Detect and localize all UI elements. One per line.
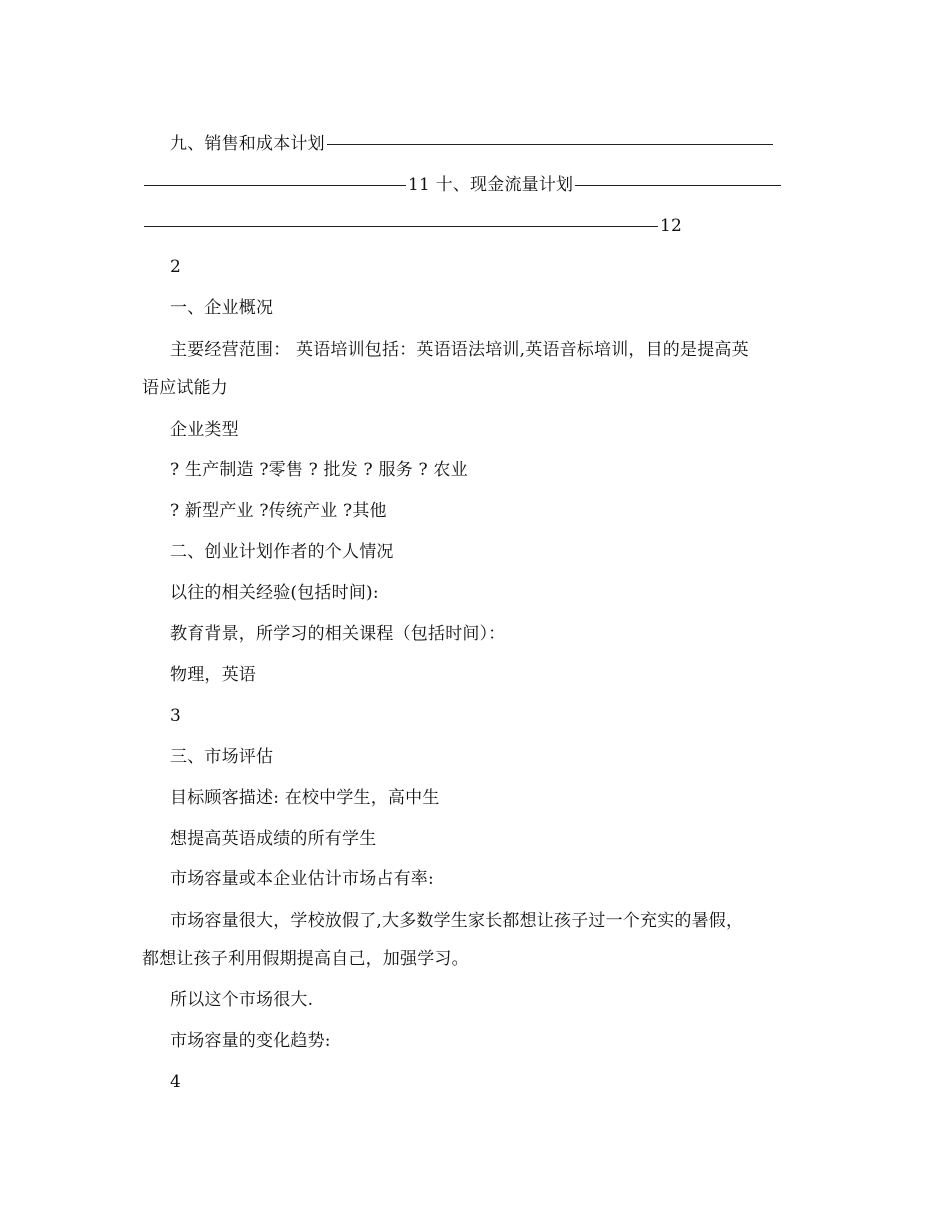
field-label: 市场容量的变化趋势: [170, 1031, 331, 1051]
toc-leader-dashes [327, 144, 773, 145]
field-label: 教育背景，所学习的相关课程（包括时间）： [170, 624, 506, 644]
toc-leader-dashes [575, 185, 781, 186]
paragraph-line: 想提高英语成绩的所有学生 [170, 829, 377, 849]
paragraph-line: 语应试能力 [142, 378, 228, 398]
section-heading: 二、创业计划作者的个人情况 [170, 542, 394, 562]
paragraph-line: 所以这个市场很大. [170, 990, 314, 1010]
toc-line-continued [142, 215, 682, 237]
toc-line-continued [142, 174, 783, 196]
field-label: 企业类型 [170, 420, 239, 440]
options-row: ? 生产制造 ?零售 ? 批发 ? 服务 ? 农业 [170, 460, 468, 480]
toc-leader-dashes [144, 226, 658, 227]
field-label: 以往的相关经验(包括时间): [170, 583, 379, 603]
paragraph-line: 市场容量很大，学校放假了,大多数学生家长都想让孩子过一个充实的暑假， [170, 911, 744, 931]
toc-page-number: 12 [660, 216, 683, 236]
section-heading: 一、企业概况 [170, 298, 274, 318]
toc-item-sales-cost-plan [170, 133, 775, 155]
section-heading: 三、市场评估 [170, 747, 274, 767]
page-number: 3 [170, 706, 182, 726]
toc-leader-dashes [144, 185, 406, 186]
page-number: 2 [170, 257, 182, 277]
page-number: 4 [170, 1072, 182, 1092]
toc-item-label: 十、现金流量计划 [435, 175, 574, 195]
toc-page-number: 11 [408, 175, 431, 195]
paragraph-line: 都想让孩子利用假期提高自己，加强学习。 [142, 949, 469, 969]
toc-item-label: 九、销售和成本计划 [170, 134, 325, 154]
field-value: 物理，英语 [170, 665, 256, 685]
paragraph-line: 主要经营范围： 英语培训包括：英语语法培训,英语音标培训，目的是提高英 [170, 340, 749, 360]
options-row: ? 新型产业 ?传统产业 ?其他 [170, 501, 387, 521]
field-label: 市场容量或本企业估计市场占有率: [170, 869, 434, 889]
paragraph-line: 目标顾客描述: 在校中学生，高中生 [170, 788, 440, 808]
